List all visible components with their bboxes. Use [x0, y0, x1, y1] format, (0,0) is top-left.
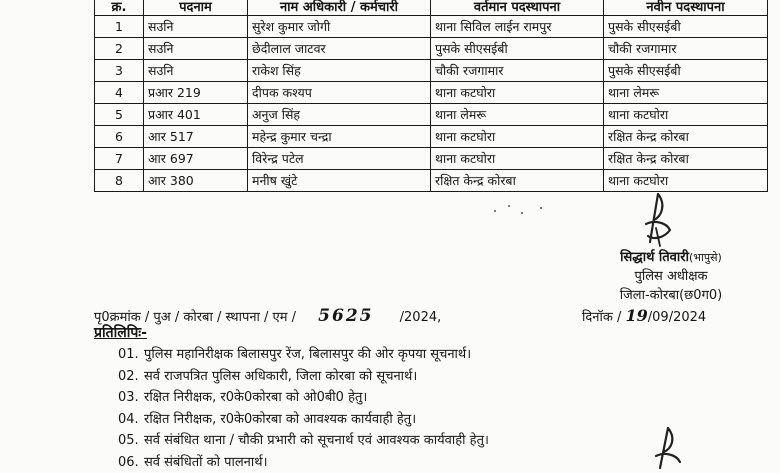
cell-sn: 7 — [95, 148, 144, 170]
cell-current: रक्षित केन्द्र कोरबा — [431, 170, 604, 192]
reference-prefix: पृ0क्रमांक / पुअ / कोरबा / स्थापना / एम / — [94, 310, 296, 325]
cell-new: थाना कटघोरा — [604, 170, 768, 192]
cell-sn: 2 — [95, 38, 144, 60]
table-row — [95, 82, 768, 104]
cell-post: सउनि — [144, 16, 248, 38]
signatory-service: (भापुसे) — [689, 251, 722, 264]
cell-name: सुरेश कुमार जोगी — [248, 16, 431, 38]
table-row — [95, 16, 768, 38]
cell-current: थाना कटघोरा — [431, 148, 604, 170]
transfer-table — [94, 0, 768, 192]
cell-current: पुसके सीएसईबी — [431, 38, 604, 60]
table-row — [95, 60, 768, 82]
header-post: पदनाम — [144, 0, 248, 16]
cell-new: रक्षित केन्द्र कोरबा — [604, 148, 768, 170]
scan-speck — [540, 207, 542, 209]
signatory-block — [592, 248, 750, 305]
cell-post: प्रआर 219 — [144, 82, 248, 104]
list-item — [118, 409, 489, 431]
cell-new: पुसके सीएसईबी — [604, 60, 768, 82]
scan-speck — [508, 205, 510, 207]
header-new-posting: नवीन पदस्थापना — [604, 0, 768, 16]
item-text: सर्व संबंधितों को पालनार्थ। — [144, 455, 268, 470]
signatory-name: सिद्धार्थ तिवारी — [620, 250, 689, 265]
cell-name: अनुज सिंह — [248, 104, 431, 126]
cell-sn: 5 — [95, 104, 144, 126]
cell-sn: 4 — [95, 82, 144, 104]
signature-mark — [636, 190, 676, 250]
signature-mark-lower — [648, 424, 688, 470]
cell-current: चौकी रजगामार — [431, 60, 604, 82]
cell-name: महेन्द्र कुमार चन्द्रा — [248, 126, 431, 148]
cell-name: राकेश सिंह — [248, 60, 431, 82]
item-text: रक्षित निरीक्षक, र0के0कोरबा को ओ0बी0 हेतु। — [144, 390, 367, 405]
item-number: 04. — [118, 409, 144, 431]
cell-new: थाना कटघोरा — [604, 104, 768, 126]
item-text: सर्व राजपत्रित पुलिस अधिकारी, जिला कोरबा को सूचनार्थ। — [144, 369, 417, 384]
table-row — [95, 170, 768, 192]
copy-to-heading: प्रतिलिपिः- — [94, 323, 147, 342]
item-number: 03. — [118, 387, 144, 409]
cell-post: आर 697 — [144, 148, 248, 170]
list-item — [118, 344, 489, 366]
list-item — [118, 387, 489, 409]
table-row — [95, 38, 768, 60]
table-row — [95, 104, 768, 126]
cell-new: चौकी रजगामार — [604, 38, 768, 60]
cell-current: थाना कटघोरा — [431, 82, 604, 104]
header-current-posting: वर्तमान पदस्थापना — [431, 0, 604, 16]
cell-name: विरेन्द्र पटेल — [248, 148, 431, 170]
list-item — [118, 430, 489, 452]
cell-name: छेदीलाल जाटवर — [248, 38, 431, 60]
scan-speck — [521, 212, 523, 214]
signatory-district: जिला-कोरबा(छ0ग0) — [592, 286, 750, 305]
date-day: 19 — [626, 306, 648, 325]
item-text: रक्षित निरीक्षक, र0के0कोरबा को आवश्यक कार्यवाही हेतु। — [144, 412, 416, 427]
cell-post: प्रआर 401 — [144, 104, 248, 126]
cell-new: थाना लेमरू — [604, 82, 768, 104]
date-label: दिनॉक / — [582, 310, 621, 325]
reference-date — [582, 306, 706, 325]
table-header-row — [95, 0, 768, 16]
cell-name: दीपक कश्यप — [248, 82, 431, 104]
cell-sn: 3 — [95, 60, 144, 82]
cell-post: आर 517 — [144, 126, 248, 148]
header-sn: क्र. — [95, 0, 144, 16]
item-number: 02. — [118, 366, 144, 388]
item-number: 01. — [118, 344, 144, 366]
cell-post: आर 380 — [144, 170, 248, 192]
cell-sn: 6 — [95, 126, 144, 148]
item-number: 06. — [118, 452, 144, 473]
list-item — [118, 366, 489, 388]
signatory-designation: पुलिस अधीक्षक — [592, 267, 750, 286]
scan-speck — [494, 210, 496, 212]
item-text: पुलिस महानिरीक्षक बिलासपुर रेंज, बिलासपुर की ओर कृपया सूचनार्थ। — [144, 347, 471, 362]
cell-current: थाना कटघोरा — [431, 126, 604, 148]
item-number: 05. — [118, 430, 144, 452]
reference-number: 5625 — [318, 306, 373, 326]
cell-new: पुसके सीएसईबी — [604, 16, 768, 38]
cell-post: सउनि — [144, 38, 248, 60]
cell-sn: 1 — [95, 16, 144, 38]
reference-year: /2024, — [400, 310, 442, 325]
item-text: सर्व संबंधित थाना / चौकी प्रभारी को सूचनार्थ एवं आवश्यक कार्यवाही हेतु। — [144, 433, 489, 448]
cell-sn: 8 — [95, 170, 144, 192]
header-name: नाम अधिकारी / कर्मचारी — [248, 0, 431, 16]
table-row — [95, 148, 768, 170]
copy-to-list — [118, 344, 489, 473]
cell-post: सउनि — [144, 60, 248, 82]
cell-new: रक्षित केन्द्र कोरबा — [604, 126, 768, 148]
table-row — [95, 126, 768, 148]
cell-current: थाना लेमरू — [431, 104, 604, 126]
date-rest: /09/2024 — [648, 310, 706, 325]
cell-current: थाना सिविल लाईन रामपुर — [431, 16, 604, 38]
signatory-name-line — [592, 248, 750, 267]
cell-name: मनीष खुंटे — [248, 170, 431, 192]
